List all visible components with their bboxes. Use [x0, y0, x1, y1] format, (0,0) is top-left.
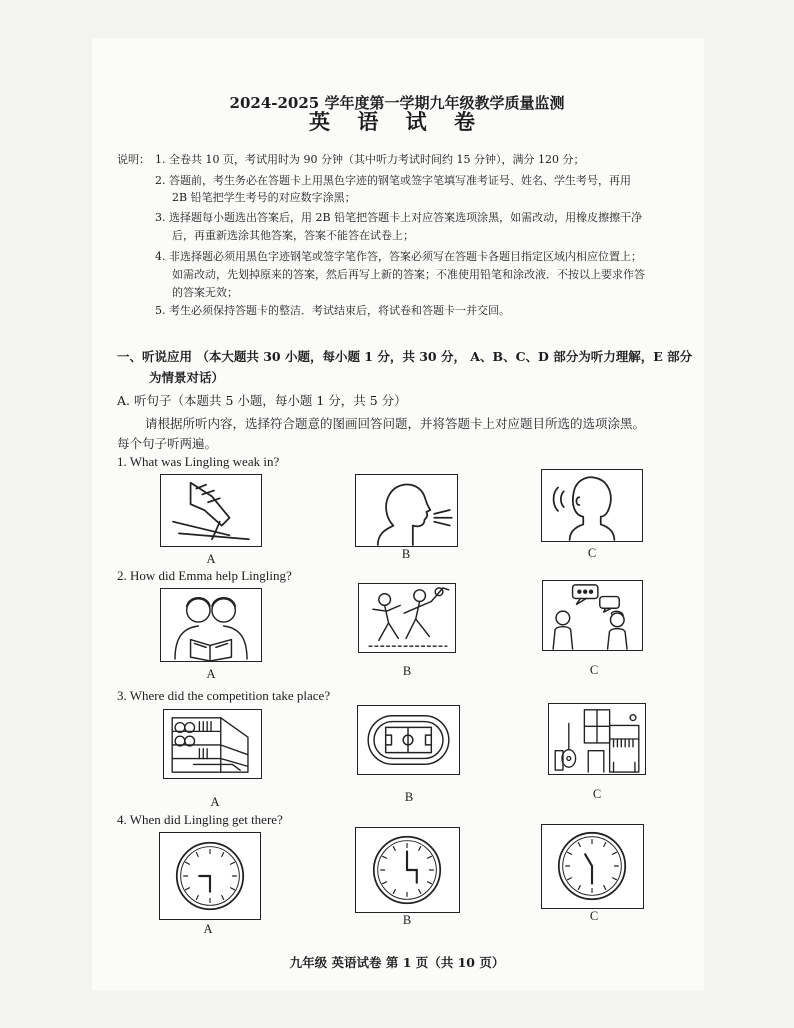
question-1-text: 1. What was Lingling weak in? [117, 454, 280, 469]
music-room-icon[interactable] [548, 703, 646, 775]
section-title-continued: 为情景对话） [149, 370, 225, 385]
library-icon[interactable] [163, 709, 262, 779]
option-label: A [206, 667, 216, 681]
instruction-line: 3. 选择题每小题选出答案后，用 2B 铅笔把答题卡上对应答案选项涂黑，如需改动，用橡皮擦擦干净 [155, 211, 643, 224]
stadium-icon[interactable] [357, 705, 460, 775]
clock-icon[interactable] [159, 832, 261, 920]
section-title: 一、听说应用 （本大题共 30 小题，每小题 1 分，共 30 分， A、B、C、D 部分为听力理解，E 部分 [117, 349, 693, 364]
reading-together-icon[interactable] [160, 588, 262, 662]
question-4-text: 4. When did Lingling get there? [117, 812, 283, 827]
writing-hand-icon[interactable] [160, 474, 262, 547]
speaking-head-icon[interactable] [355, 474, 458, 547]
clock-icon[interactable] [541, 824, 644, 909]
exam-header-title: 2024-2025 学年度第一学期九年级教学质量监测 [229, 94, 565, 112]
exam-main-title: 英 语 试 卷 [309, 109, 485, 134]
listening-head-icon[interactable] [541, 469, 643, 542]
option-label: C [589, 909, 599, 923]
instruction-line: 5. 考生必须保持答题卡的整洁．考试结束后，将试卷和答题卡一并交回。 [155, 304, 510, 317]
instruction-line: 4. 非选择题必须用黑色字迹钢笔或签字笔作答，答案必须写在答题卡各题目指定区域内相应位置上； [155, 250, 642, 263]
option-label: C [589, 663, 599, 677]
part-a-heading: A. 听句子（本题共 5 小题，每小题 1 分，共 5 分） [117, 393, 407, 408]
option-label: A [210, 795, 220, 809]
conversation-icon[interactable] [542, 580, 643, 651]
option-label: B [402, 664, 412, 678]
page-footer: 九年级 英语试卷 第 1 页（共 10 页） [289, 955, 505, 970]
part-a-direction-continued: 每个句子听两遍。 [117, 436, 218, 451]
option-label: B [402, 913, 412, 927]
question-3-text: 3. Where did the competition take place? [117, 688, 331, 703]
instruction-line: 2B 铅笔把学生考号的对应数字涂黑； [172, 191, 356, 204]
instructions-label: 说明： [117, 153, 150, 166]
option-label: C [587, 546, 597, 560]
option-label: A [203, 922, 213, 936]
option-label: A [206, 552, 216, 566]
instruction-line: 1. 全卷共 10 页，考试用时为 90 分钟（其中听力考试时间约 15 分钟），满分 120 分； [155, 153, 585, 166]
question-2-text: 2. How did Emma help Lingling? [117, 568, 292, 583]
option-label: C [592, 787, 602, 801]
clock-icon[interactable] [355, 827, 460, 913]
instruction-line: 后，再重新选涂其他答案，答案不能答在试卷上； [172, 229, 414, 242]
instruction-line: 如需改动，先划掉原来的答案，然后再写上新的答案；不准使用铅笔和涂改液．不按以上要求作答 [172, 268, 645, 281]
option-label: B [401, 547, 411, 561]
part-a-direction: 请根据所听内容，选择符合题意的图画回答问题，并将答题卡上对应题目所选的选项涂黑。 [145, 416, 646, 431]
option-label: B [404, 790, 414, 804]
instruction-line: 2. 答题前，考生务必在答题卡上用黑色字迹的钢笔或签字笔填写准考证号、姓名、学生考号，再用 [155, 174, 631, 187]
instruction-line: 的答案无效； [172, 286, 238, 299]
playing-sports-icon[interactable] [358, 583, 456, 653]
